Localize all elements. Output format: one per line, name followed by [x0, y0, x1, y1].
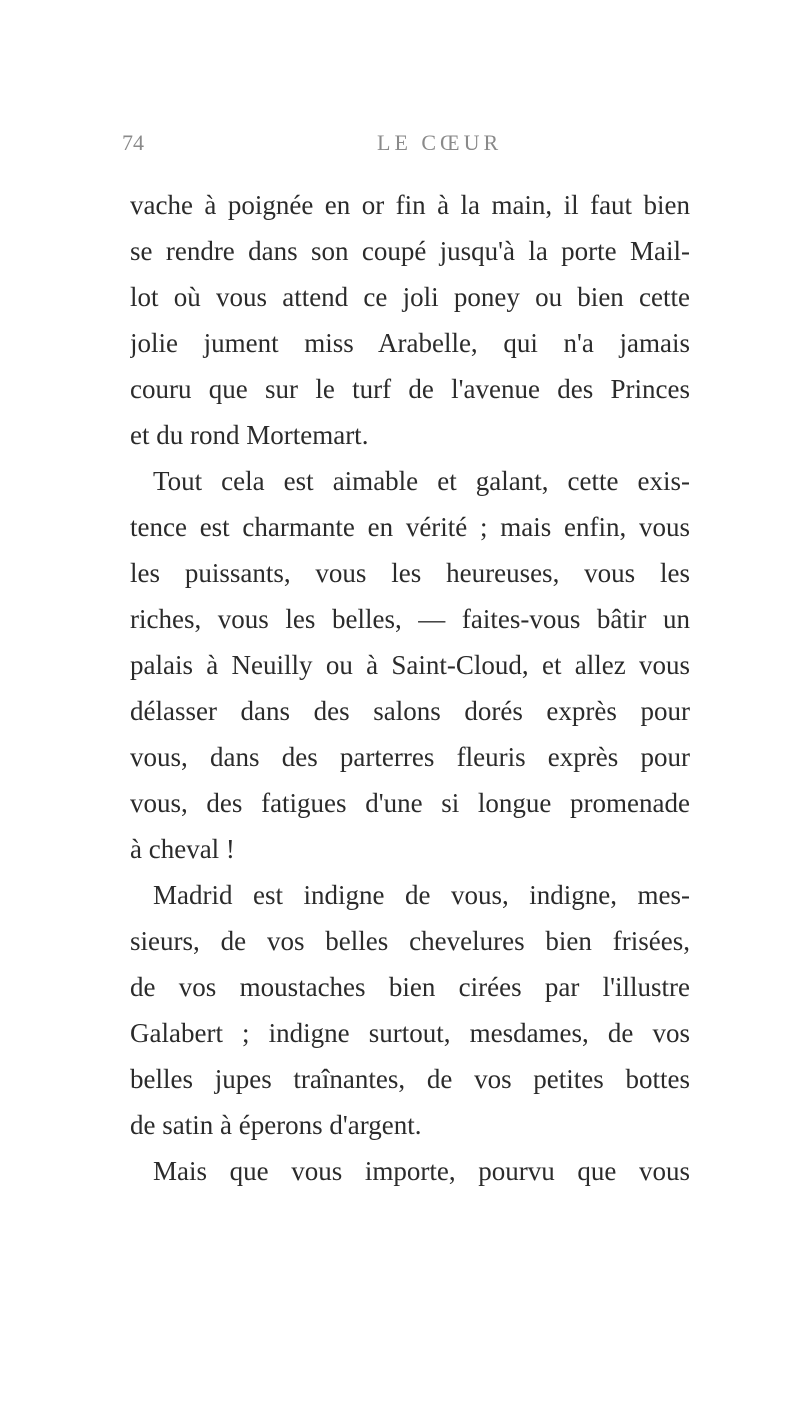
text-line: lot où vous attend ce joli poney ou bien cette: [130, 282, 690, 312]
text-line: vache à poignée en or fin à la main, il faut bien: [130, 190, 690, 220]
text-line: Madrid est indigne de vous, indigne, mes-: [153, 880, 690, 910]
text-line: et du rond Mortemart.: [130, 420, 369, 450]
text-line: Tout cela est aimable et galant, cette exis-: [153, 466, 690, 496]
text-line: jolie jument miss Arabelle, qui n'a jamais: [130, 328, 690, 358]
text-line: belles jupes traînantes, de vos petites bottes: [130, 1064, 690, 1094]
text-line: couru que sur le turf de l'avenue des Princes: [130, 374, 690, 404]
running-head: [122, 130, 677, 160]
text-line: de satin à éperons d'argent.: [130, 1110, 422, 1140]
text-line: Galabert ; indigne surtout, mesdames, de vos: [130, 1018, 690, 1048]
text-line: les puissants, vous les heureuses, vous les: [130, 558, 690, 588]
text-line: Mais que vous importe, pourvu que vous: [153, 1156, 690, 1186]
text-line: palais à Neuilly ou à Saint-Cloud, et allez vous: [130, 650, 690, 680]
text-line: tence est charmante en vérité ; mais enfin, vous: [130, 512, 690, 542]
text-line: riches, vous les belles, — faites-vous bâtir un: [130, 604, 690, 634]
page-number: 74: [122, 130, 144, 155]
text-line: se rendre dans son coupé jusqu'à la porte Mail-: [130, 236, 690, 266]
running-title: LE CŒUR: [377, 130, 503, 155]
body-text: [130, 182, 690, 1194]
text-line: sieurs, de vos belles chevelures bien frisées,: [130, 926, 690, 956]
text-line: de vos moustaches bien cirées par l'illustre: [130, 972, 690, 1002]
text-line: délasser dans des salons dorés exprès pour: [130, 696, 690, 726]
text-line: vous, des fatigues d'une si longue promenade: [130, 788, 690, 818]
text-line: à cheval !: [130, 834, 235, 864]
text-line: vous, dans des parterres fleuris exprès pour: [130, 742, 690, 772]
